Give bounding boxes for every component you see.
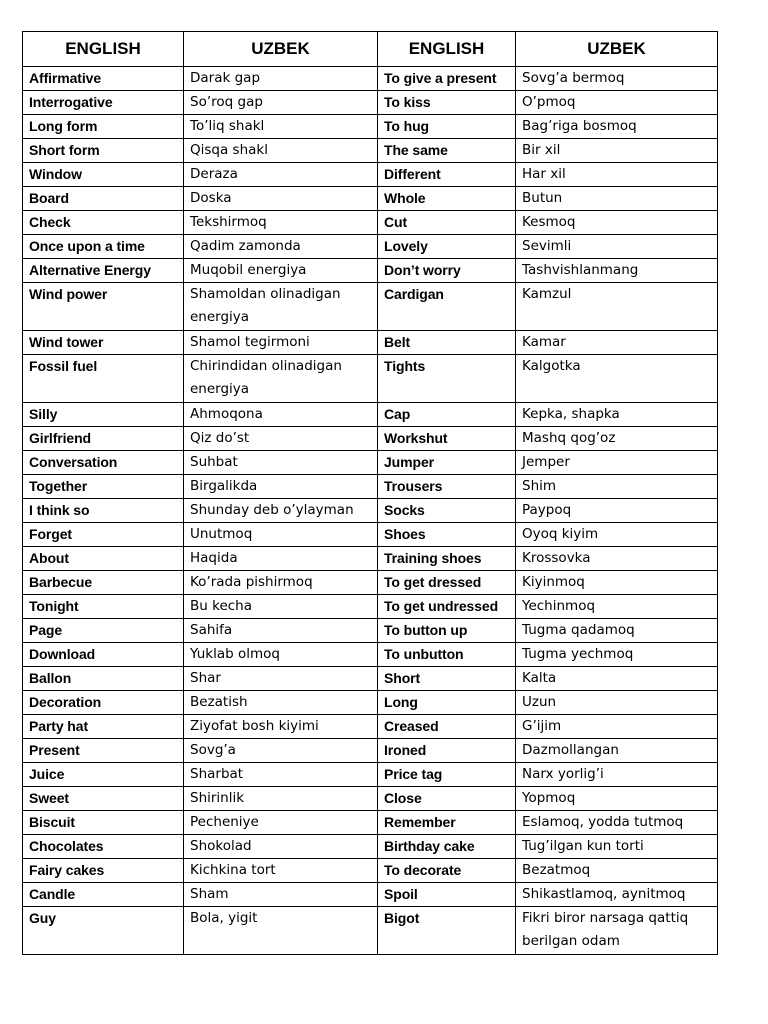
english-term-right: Lovely bbox=[378, 235, 516, 259]
uzbek-translation-left: Yuklab olmoq bbox=[184, 643, 378, 667]
english-term-left: Check bbox=[23, 211, 184, 235]
uzbek-translation-left: Doska bbox=[184, 187, 378, 211]
english-term-left: Party hat bbox=[23, 715, 184, 739]
english-term-left: Biscuit bbox=[23, 811, 184, 835]
uzbek-translation-right: Shim bbox=[516, 475, 718, 499]
uzbek-translation-right: Mashq qog’oz bbox=[516, 427, 718, 451]
vocabulary-body bbox=[23, 67, 718, 955]
english-term-right: Remember bbox=[378, 811, 516, 835]
table-row bbox=[23, 115, 718, 139]
header-uzbek-right: UZBEK bbox=[516, 32, 718, 67]
uzbek-translation-left: Qisqa shakl bbox=[184, 139, 378, 163]
english-term-left: Board bbox=[23, 187, 184, 211]
uzbek-translation-right: Sovg’a bermoq bbox=[516, 67, 718, 91]
english-term-left: Long form bbox=[23, 115, 184, 139]
uzbek-translation-left: Shirinlik bbox=[184, 787, 378, 811]
table-row bbox=[23, 403, 718, 427]
uzbek-translation-left: Tekshirmoq bbox=[184, 211, 378, 235]
table-row bbox=[23, 883, 718, 907]
table-row bbox=[23, 787, 718, 811]
uzbek-translation-right: G’ijim bbox=[516, 715, 718, 739]
uzbek-translation-right: Bezatmoq bbox=[516, 859, 718, 883]
uzbek-translation-right: Yechinmoq bbox=[516, 595, 718, 619]
uzbek-translation-right: Kesmoq bbox=[516, 211, 718, 235]
uzbek-translation-right: Tugma qadamoq bbox=[516, 619, 718, 643]
english-term-right: Ironed bbox=[378, 739, 516, 763]
uzbek-translation-left: Shunday deb o’ylayman bbox=[184, 499, 378, 523]
english-term-left: Conversation bbox=[23, 451, 184, 475]
uzbek-translation-right: Sevimli bbox=[516, 235, 718, 259]
english-term-left: Window bbox=[23, 163, 184, 187]
english-term-left: Silly bbox=[23, 403, 184, 427]
uzbek-translation-left: Sharbat bbox=[184, 763, 378, 787]
header-row bbox=[23, 32, 718, 67]
table-row bbox=[23, 211, 718, 235]
uzbek-translation-right: Eslamoq, yodda tutmoq bbox=[516, 811, 718, 835]
uzbek-translation-left: Qadim zamonda bbox=[184, 235, 378, 259]
table-row bbox=[23, 739, 718, 763]
english-term-left: Decoration bbox=[23, 691, 184, 715]
uzbek-translation-right: Dazmollangan bbox=[516, 739, 718, 763]
uzbek-translation-left: Sovg’a bbox=[184, 739, 378, 763]
table-row bbox=[23, 451, 718, 475]
table-row bbox=[23, 595, 718, 619]
english-term-right: Birthday cake bbox=[378, 835, 516, 859]
uzbek-translation-left: Pecheniye bbox=[184, 811, 378, 835]
english-term-left: I think so bbox=[23, 499, 184, 523]
uzbek-translation-right: Bir xil bbox=[516, 139, 718, 163]
uzbek-translation-right: Paypoq bbox=[516, 499, 718, 523]
english-term-left: Interrogative bbox=[23, 91, 184, 115]
uzbek-translation-right: Shikastlamoq, aynitmoq bbox=[516, 883, 718, 907]
uzbek-translation-left: Bu kecha bbox=[184, 595, 378, 619]
english-term-right: Cardigan bbox=[378, 283, 516, 331]
uzbek-translation-left: Ahmoqona bbox=[184, 403, 378, 427]
english-term-right: To button up bbox=[378, 619, 516, 643]
english-term-right: To decorate bbox=[378, 859, 516, 883]
english-term-left: Forget bbox=[23, 523, 184, 547]
english-term-right: Socks bbox=[378, 499, 516, 523]
english-term-right: Workshut bbox=[378, 427, 516, 451]
english-term-left: Present bbox=[23, 739, 184, 763]
english-term-left: Girlfriend bbox=[23, 427, 184, 451]
table-row bbox=[23, 427, 718, 451]
table-row bbox=[23, 331, 718, 355]
english-term-left: Wind power bbox=[23, 283, 184, 331]
english-term-right: Trousers bbox=[378, 475, 516, 499]
table-row bbox=[23, 499, 718, 523]
english-term-right: To get undressed bbox=[378, 595, 516, 619]
uzbek-translation-left: Sham bbox=[184, 883, 378, 907]
english-term-right: Training shoes bbox=[378, 547, 516, 571]
table-row bbox=[23, 691, 718, 715]
english-term-right: To give a present bbox=[378, 67, 516, 91]
table-row bbox=[23, 859, 718, 883]
table-row bbox=[23, 283, 718, 331]
table-row bbox=[23, 547, 718, 571]
uzbek-translation-right: Kepka, shapka bbox=[516, 403, 718, 427]
uzbek-translation-left: Shamoldan olinadigan energiya bbox=[184, 283, 378, 331]
table-row bbox=[23, 259, 718, 283]
uzbek-translation-right: Kamar bbox=[516, 331, 718, 355]
english-term-left: About bbox=[23, 547, 184, 571]
uzbek-translation-left: Ko’rada pishirmoq bbox=[184, 571, 378, 595]
english-term-right: The same bbox=[378, 139, 516, 163]
uzbek-translation-right: Tashvishlanmang bbox=[516, 259, 718, 283]
uzbek-translation-right: Bag’riga bosmoq bbox=[516, 115, 718, 139]
table-row bbox=[23, 187, 718, 211]
uzbek-translation-left: To’liq shakl bbox=[184, 115, 378, 139]
english-term-left: Chocolates bbox=[23, 835, 184, 859]
uzbek-translation-right: Yopmoq bbox=[516, 787, 718, 811]
table-row bbox=[23, 763, 718, 787]
uzbek-translation-left: Suhbat bbox=[184, 451, 378, 475]
english-term-left: Download bbox=[23, 643, 184, 667]
uzbek-translation-right: Jemper bbox=[516, 451, 718, 475]
uzbek-translation-right: Kalgotka bbox=[516, 355, 718, 403]
uzbek-translation-left: Birgalikda bbox=[184, 475, 378, 499]
english-term-left: Fairy cakes bbox=[23, 859, 184, 883]
uzbek-translation-right: Narx yorlig’i bbox=[516, 763, 718, 787]
english-term-right: Cut bbox=[378, 211, 516, 235]
english-term-left: Tonight bbox=[23, 595, 184, 619]
uzbek-translation-right: Oyoq kiyim bbox=[516, 523, 718, 547]
uzbek-translation-left: Bola, yigit bbox=[184, 907, 378, 955]
table-row bbox=[23, 523, 718, 547]
english-term-right: Jumper bbox=[378, 451, 516, 475]
english-term-right: To hug bbox=[378, 115, 516, 139]
english-term-left: Page bbox=[23, 619, 184, 643]
uzbek-translation-left: Kichkina tort bbox=[184, 859, 378, 883]
uzbek-translation-left: Deraza bbox=[184, 163, 378, 187]
english-term-left: Wind tower bbox=[23, 331, 184, 355]
uzbek-translation-right: Fikri biror narsaga qattiq berilgan odam bbox=[516, 907, 718, 955]
header-english-left: ENGLISH bbox=[23, 32, 184, 67]
english-term-right: Bigot bbox=[378, 907, 516, 955]
english-term-left: Guy bbox=[23, 907, 184, 955]
uzbek-translation-right: Kalta bbox=[516, 667, 718, 691]
english-term-left: Alternative Energy bbox=[23, 259, 184, 283]
english-term-right: Spoil bbox=[378, 883, 516, 907]
table-row bbox=[23, 235, 718, 259]
table-row bbox=[23, 907, 718, 955]
english-term-right: Tights bbox=[378, 355, 516, 403]
english-term-left: Together bbox=[23, 475, 184, 499]
english-term-right: Shoes bbox=[378, 523, 516, 547]
english-term-right: Creased bbox=[378, 715, 516, 739]
uzbek-translation-right: O’pmoq bbox=[516, 91, 718, 115]
english-term-right: Belt bbox=[378, 331, 516, 355]
table-row bbox=[23, 475, 718, 499]
table-row bbox=[23, 571, 718, 595]
english-term-left: Sweet bbox=[23, 787, 184, 811]
table-row bbox=[23, 163, 718, 187]
english-term-right: Price tag bbox=[378, 763, 516, 787]
english-term-right: Cap bbox=[378, 403, 516, 427]
uzbek-translation-right: Tugma yechmoq bbox=[516, 643, 718, 667]
english-term-left: Candle bbox=[23, 883, 184, 907]
uzbek-translation-left: Bezatish bbox=[184, 691, 378, 715]
english-term-left: Fossil fuel bbox=[23, 355, 184, 403]
english-term-left: Ballon bbox=[23, 667, 184, 691]
table-row bbox=[23, 667, 718, 691]
uzbek-translation-left: Qiz do’st bbox=[184, 427, 378, 451]
table-row bbox=[23, 643, 718, 667]
english-term-right: Different bbox=[378, 163, 516, 187]
uzbek-translation-right: Krossovka bbox=[516, 547, 718, 571]
uzbek-translation-left: Shar bbox=[184, 667, 378, 691]
english-term-right: Close bbox=[378, 787, 516, 811]
uzbek-translation-right: Tug’ilgan kun torti bbox=[516, 835, 718, 859]
uzbek-translation-left: So’roq gap bbox=[184, 91, 378, 115]
uzbek-translation-right: Kiyinmoq bbox=[516, 571, 718, 595]
uzbek-translation-left: Shokolad bbox=[184, 835, 378, 859]
uzbek-translation-left: Darak gap bbox=[184, 67, 378, 91]
uzbek-translation-left: Haqida bbox=[184, 547, 378, 571]
english-term-right: Short bbox=[378, 667, 516, 691]
uzbek-translation-left: Muqobil energiya bbox=[184, 259, 378, 283]
english-term-right: Long bbox=[378, 691, 516, 715]
table-row bbox=[23, 67, 718, 91]
uzbek-translation-left: Sahifa bbox=[184, 619, 378, 643]
uzbek-translation-right: Uzun bbox=[516, 691, 718, 715]
header-uzbek-left: UZBEK bbox=[184, 32, 378, 67]
uzbek-translation-right: Butun bbox=[516, 187, 718, 211]
uzbek-translation-right: Har xil bbox=[516, 163, 718, 187]
english-term-right: Don’t worry bbox=[378, 259, 516, 283]
english-term-right: Whole bbox=[378, 187, 516, 211]
uzbek-translation-right: Kamzul bbox=[516, 283, 718, 331]
table-row bbox=[23, 835, 718, 859]
english-term-left: Barbecue bbox=[23, 571, 184, 595]
table-row bbox=[23, 619, 718, 643]
uzbek-translation-left: Ziyofat bosh kiyimi bbox=[184, 715, 378, 739]
uzbek-translation-left: Unutmoq bbox=[184, 523, 378, 547]
english-term-left: Affirmative bbox=[23, 67, 184, 91]
english-term-left: Once upon a time bbox=[23, 235, 184, 259]
vocabulary-table bbox=[22, 31, 718, 955]
table-row bbox=[23, 811, 718, 835]
header-english-right: ENGLISH bbox=[378, 32, 516, 67]
english-term-left: Short form bbox=[23, 139, 184, 163]
table-row bbox=[23, 139, 718, 163]
table-row bbox=[23, 355, 718, 403]
table-row bbox=[23, 715, 718, 739]
uzbek-translation-left: Chirindidan olinadigan energiya bbox=[184, 355, 378, 403]
english-term-left: Juice bbox=[23, 763, 184, 787]
english-term-right: To unbutton bbox=[378, 643, 516, 667]
uzbek-translation-left: Shamol tegirmoni bbox=[184, 331, 378, 355]
table-row bbox=[23, 91, 718, 115]
english-term-right: To kiss bbox=[378, 91, 516, 115]
english-term-right: To get dressed bbox=[378, 571, 516, 595]
